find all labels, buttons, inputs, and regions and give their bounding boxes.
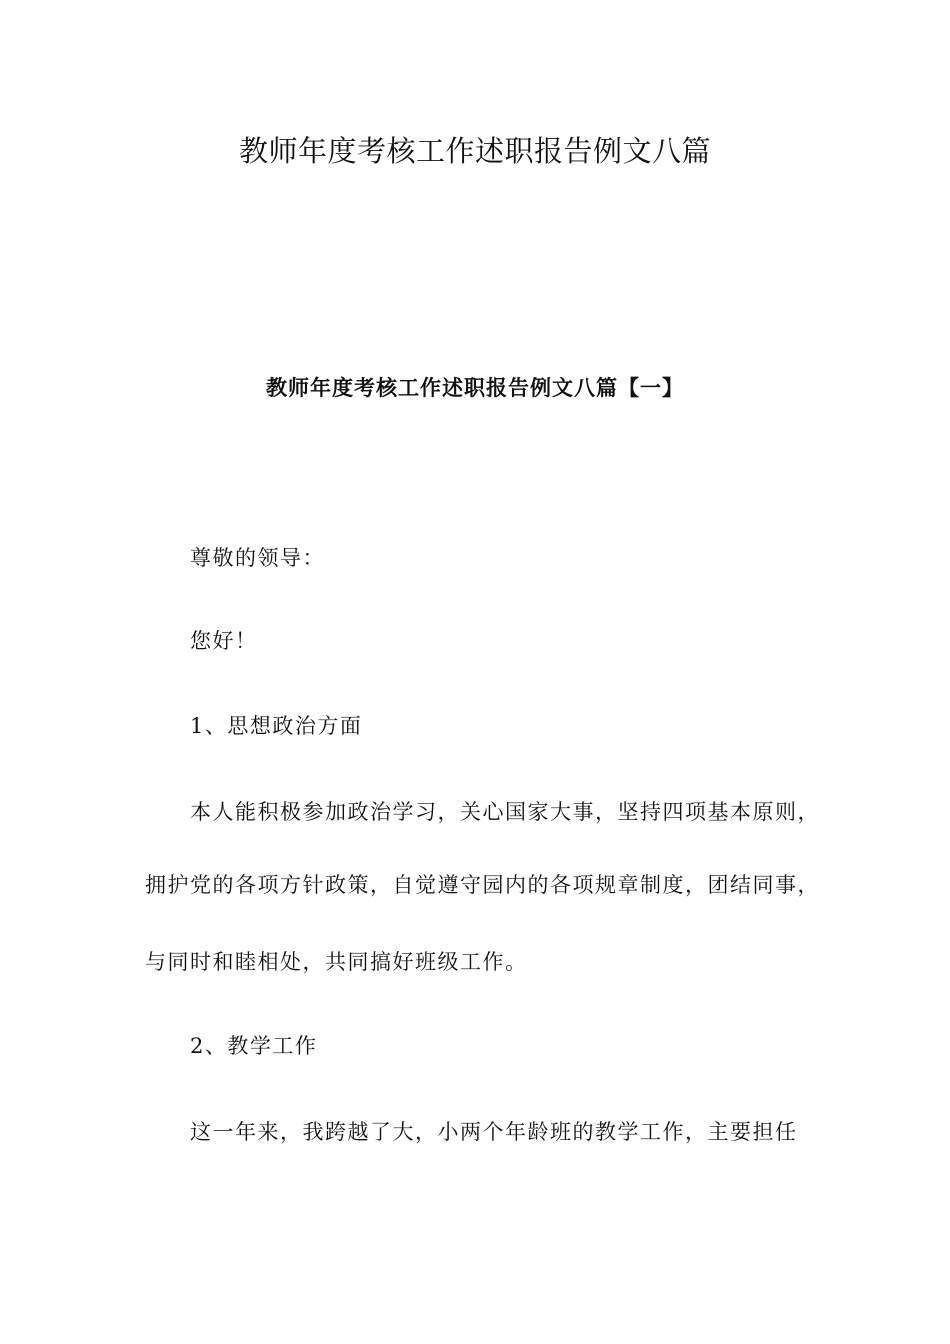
subheading-teaching: 2、教学工作 <box>190 1034 318 1058</box>
paragraph-line: 拥护党的各项方针政策，自觉遵守园内的各项规章制度，团结同事， <box>145 873 820 897</box>
page-title: 教师年度考核工作述职报告例文八篇 <box>238 134 711 168</box>
subheading-political: 1、思想政治方面 <box>190 714 363 738</box>
paragraph-line: 这一年来，我跨越了大，小两个年龄班的教学工作，主要担任 <box>190 1120 798 1144</box>
paragraph-line: 本人能积极参加政治学习，关心国家大事，坚持四项基本原则， <box>190 800 820 824</box>
paragraph-line: 与同时和睦相处，共同搞好班级工作。 <box>145 950 528 974</box>
section-heading: 教师年度考核工作述职报告例文八篇【一】 <box>266 375 684 400</box>
greeting: 您好！ <box>190 629 258 653</box>
salutation: 尊敬的领导： <box>190 546 325 570</box>
